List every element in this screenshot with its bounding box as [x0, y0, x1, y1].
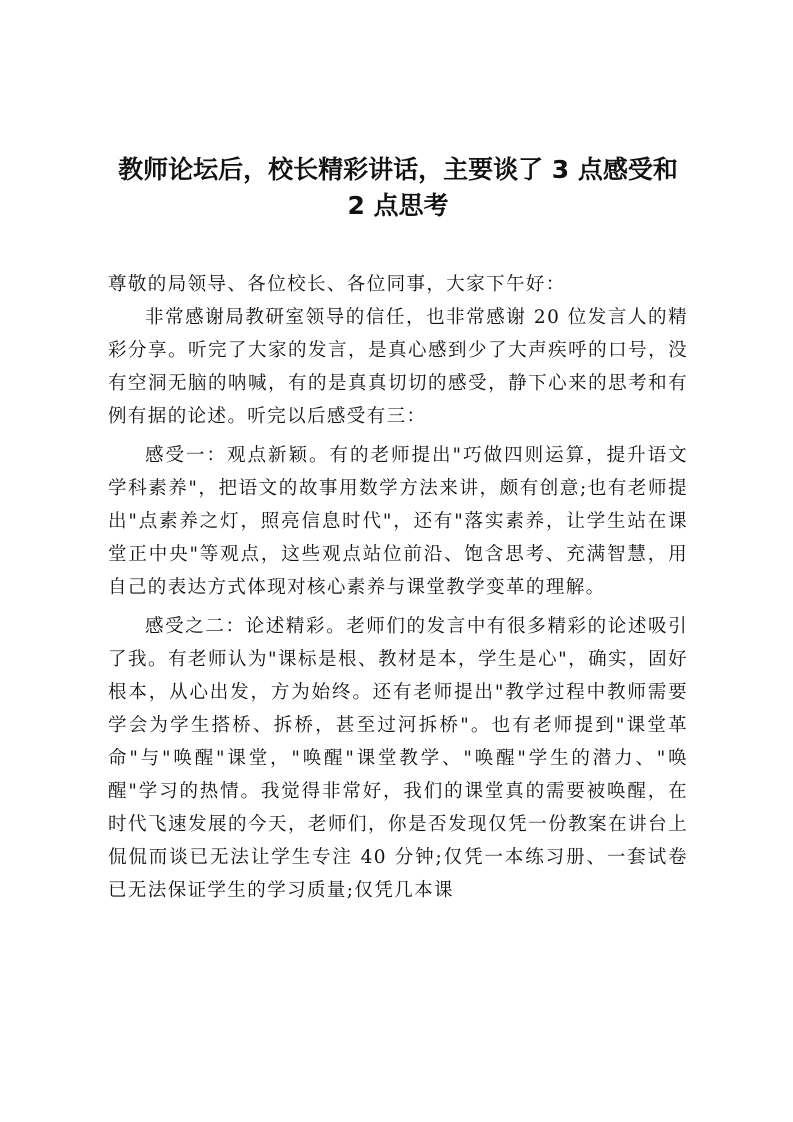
intro-paragraph: 非常感谢局教研室领导的信任，也非常感谢 20 位发言人的精彩分享。听完了大家的发言，是真心感到少了大声疾呼的口号，没有空洞无脑的呐喊，有的是真真切切的感受，静下心来的思考和有例有据的论述。听完以后感受有三：: [108, 307, 688, 427]
feeling-two-paragraph: 感受之二：论述精彩。老师们的发言中有很多精彩的论述吸引了我。有老师认为"课标是根、教材是本，学生是心"，确实，固好根本，从心出发，方为始终。还有老师提出"教学过程中教师需要学会为学生搭桥、拆桥，甚至过河拆桥"。也有老师提到"课堂革命"与"唤醒"课堂，"唤醒"课堂教学、"唤醒"学生的潜力、"唤醒"学习的热情。我觉得非常好，我们的课堂真的需要被唤醒，在时代飞速发展的今天，老师们，你是否发现仅凭一份教案在讲台上侃侃而谈已无法让学生专注 40 分钟;仅凭一本练习册、一套试卷已无法保证学生的学习质量;仅凭几本课: [108, 616, 688, 901]
greeting-paragraph: 尊敬的局领导、各位校长、各位同事，大家下午好：: [108, 274, 566, 295]
document-title: 教师论坛后，校长精彩讲话，主要谈了 3 点感受和 2 点思考: [118, 155, 678, 220]
feeling-one-paragraph: 感受一：观点新颖。有的老师提出"巧做四则运算，提升语文学科素养"，把语文的故事用数学方法来讲，颇有创意;也有老师提出"点素养之灯，照亮信息时代"，还有"落实素养，让学生站在课堂正中央"等观点，这些观点站位前沿、饱含思考、充满智慧，用自己的表达方式体现对核心素养与课堂教学变革的理解。: [108, 445, 688, 598]
document-page: [108, 152, 688, 907]
